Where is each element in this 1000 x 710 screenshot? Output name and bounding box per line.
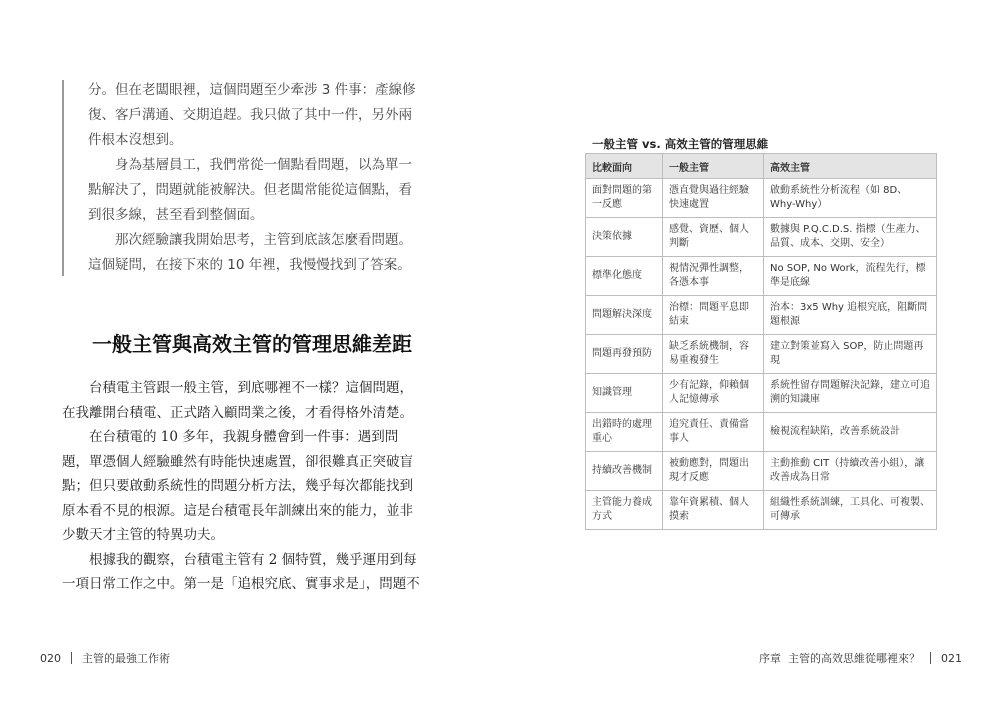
footer-divider: [930, 652, 931, 664]
quote-paragraph: 分。但在老闆眼裡，這個問題至少牽涉 3 件事：產線修復、客戶溝通、交期追趕。我只做了其中一件，另外兩件根本沒想到。: [88, 82, 416, 148]
chapter-title: 主管的高效思維從哪裡來？: [788, 652, 920, 665]
table-cell: 主動推動 CIT（持續改善小組），讓改善成為日常: [764, 452, 937, 491]
table-row: [586, 491, 937, 530]
table-cell: 追究責任、責備當事人: [663, 413, 764, 452]
quote-paragraph: 那次經驗讓我開始思考，主管到底該怎麼看問題。這個疑問，在接下來的 10 年裡，我慢慢找到了答案。: [88, 232, 412, 273]
book-title: 主管的最強工作術: [82, 652, 170, 665]
page-number-right: 021: [941, 652, 962, 665]
body-paragraph: 在台積電的 10 多年，我親身體會到一件事：遇到問題，單憑個人經驗雖然有時能快速處置，卻很難真正突破盲點；但只要啟動系統性的問題分析方法，幾乎每次都能找到原本看不見的根源。這是台積電長年訓練出來的能力，並非少數天才主管的特異功夫。: [62, 429, 413, 543]
table-cell: 面對問題的第一反應: [586, 179, 663, 218]
footer-left: [40, 650, 170, 666]
table-row: [586, 179, 937, 218]
table-cell: 被動應對，問題出現才反應: [663, 452, 764, 491]
table-row: [586, 335, 937, 374]
table-cell: 數據與 P.Q.C.D.S. 指標（生產力、品質、成本、交期、安全）: [764, 218, 937, 257]
table-row: [586, 218, 937, 257]
table-cell: 決策依據: [586, 218, 663, 257]
footer-divider: [71, 652, 72, 664]
table-row: [586, 257, 937, 296]
table-cell: 缺乏系統機制，容易重複發生: [663, 335, 764, 374]
page-number-left: 020: [40, 652, 61, 665]
quote-paragraph: 身為基層員工，我們常從一個點看問題，以為單一點解決了，問題就能被解決。但老闆常能從這個點，看到很多線，甚至看到整個面。: [88, 157, 412, 223]
table-cell: 出錯時的處理重心: [586, 413, 663, 452]
footer-right: [759, 650, 962, 666]
table-header-row: [586, 154, 937, 179]
table-cell: 問題再發預防: [586, 335, 663, 374]
table-title: 一般主管 vs. 高效主管的管理思維: [592, 137, 769, 151]
table-cell: No SOP, No Work，流程先行，標準是底線: [764, 257, 937, 296]
table-cell: 啟動系統性分析流程（如 8D、Why-Why）: [764, 179, 937, 218]
table-cell: 建立對策並寫入 SOP，防止問題再現: [764, 335, 937, 374]
table-cell: 治本：3x5 Why 追根究底，阻斷問題根源: [764, 296, 937, 335]
table-cell: 治標：問題平息即結束: [663, 296, 764, 335]
body-paragraph: 根據我的觀察，台積電主管有 2 個特質，幾乎運用到每一項日常工作之中。第一是「追根究底、實事求是」，問題不: [62, 551, 420, 592]
table-cell: 標準化態度: [586, 257, 663, 296]
comparison-table: [585, 153, 937, 530]
header-cell: 高效主管: [764, 154, 937, 179]
table-row: [586, 452, 937, 491]
table-cell: 知識管理: [586, 374, 663, 413]
table-row: [586, 413, 937, 452]
table-cell: 持續改善機制: [586, 452, 663, 491]
table-cell: 系統性留存問題解決記錄，建立可追溯的知識庫: [764, 374, 937, 413]
table-cell: 檢視流程缺陷，改善系統設計: [764, 413, 937, 452]
chapter-label: 序章: [759, 652, 781, 665]
table-cell: 視情況彈性調整，各憑本事: [663, 257, 764, 296]
table-cell: 主管能力養成方式: [586, 491, 663, 530]
quote-bar: [62, 80, 64, 276]
table-cell: 少有記錄，仰賴個人記憶傳承: [663, 374, 764, 413]
body-text: [62, 376, 422, 597]
table-row: [586, 296, 937, 335]
table-cell: 組織性系統訓練，工具化、可複製、可傳承: [764, 491, 937, 530]
header-cell: 一般主管: [663, 154, 764, 179]
table-row: [586, 374, 937, 413]
table-cell: 問題解決深度: [586, 296, 663, 335]
quote-block: [88, 78, 418, 278]
body-paragraph: 台積電主管跟一般主管，到底哪裡不一樣？這個問題，在我離開台積電、正式踏入顧問業之後，才看得格外清楚。: [62, 380, 413, 421]
table-cell: 靠年資累積、個人摸索: [663, 491, 764, 530]
header-cell: 比較面向: [586, 154, 663, 179]
section-heading: 一般主管與高效主管的管理思維差距: [92, 332, 412, 356]
table-cell: 感覺、資歷、個人判斷: [663, 218, 764, 257]
table-cell: 憑直覺與過往經驗快速處置: [663, 179, 764, 218]
